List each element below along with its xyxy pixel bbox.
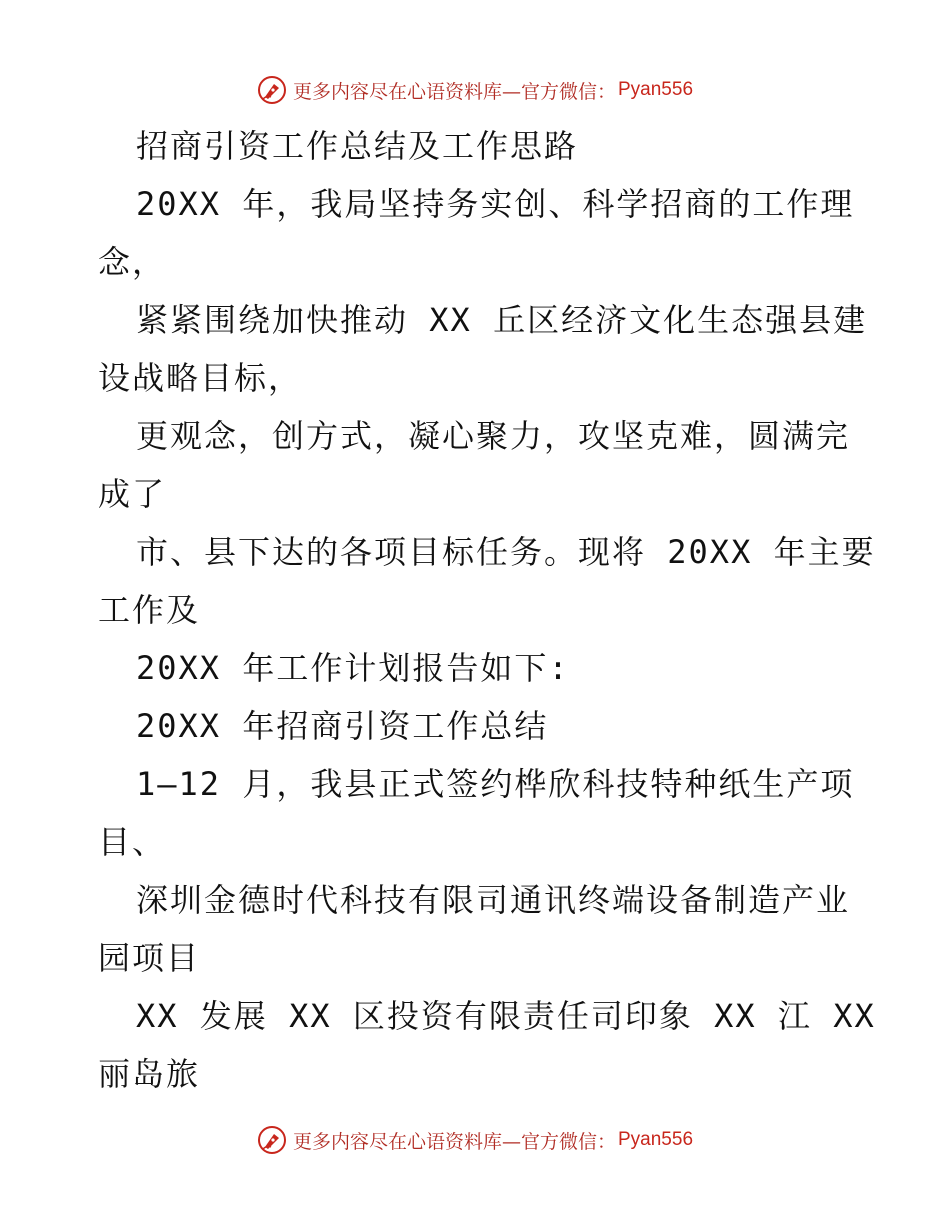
footer-banner-text: 更多内容尽在心语资料库—官方微信： [292, 1130, 616, 1153]
paragraph-line: 更观念，创方式，凝心聚力，攻坚克难，圆满完 [136, 417, 851, 455]
footer-banner [0, 1120, 950, 1160]
paragraph-line: 工作及 [98, 591, 201, 629]
paragraph-line: 20XX 年工作计划报告如下: [136, 649, 570, 687]
footer-wechat-id: Pyan556 [618, 1129, 694, 1150]
paragraph-line: 成了 [98, 475, 167, 513]
paragraph-line: 市、县下达的各项目标任务。现将 20XX 年主要 [136, 533, 876, 571]
pen-nib-logo-icon [257, 75, 287, 105]
paragraph-line: XX 发展 XX 区投资有限责任司印象 XX 江 XX [136, 997, 876, 1035]
paragraph-line: 1—12 月，我县正式签约桦欣科技特种纸生产项 [136, 765, 855, 803]
section-heading: 20XX 年招商引资工作总结 [136, 707, 549, 745]
paragraph-line: 目、 [98, 823, 167, 861]
paragraph-line: 念， [98, 243, 167, 281]
paragraph-line: 20XX 年，我局坚持务实创、科学招商的工作理 [136, 185, 855, 223]
paragraph-line: 深圳金德时代科技有限司通讯终端设备制造产业 [136, 881, 851, 919]
paragraph-line: 紧紧围绕加快推动 XX 丘区经济文化生态强县建 [136, 301, 868, 339]
header-wechat-id: Pyan556 [618, 79, 694, 100]
paragraph-line: 设战略目标， [98, 359, 303, 397]
header-banner [0, 70, 950, 110]
header-banner-text: 更多内容尽在心语资料库—官方微信： [292, 80, 616, 103]
paragraph-line: 丽岛旅 [98, 1055, 201, 1093]
pen-nib-logo-icon [257, 1125, 287, 1155]
paragraph-line: 园项目 [98, 939, 201, 977]
document-body [98, 117, 876, 1103]
document-title: 招商引资工作总结及工作思路 [136, 127, 579, 165]
